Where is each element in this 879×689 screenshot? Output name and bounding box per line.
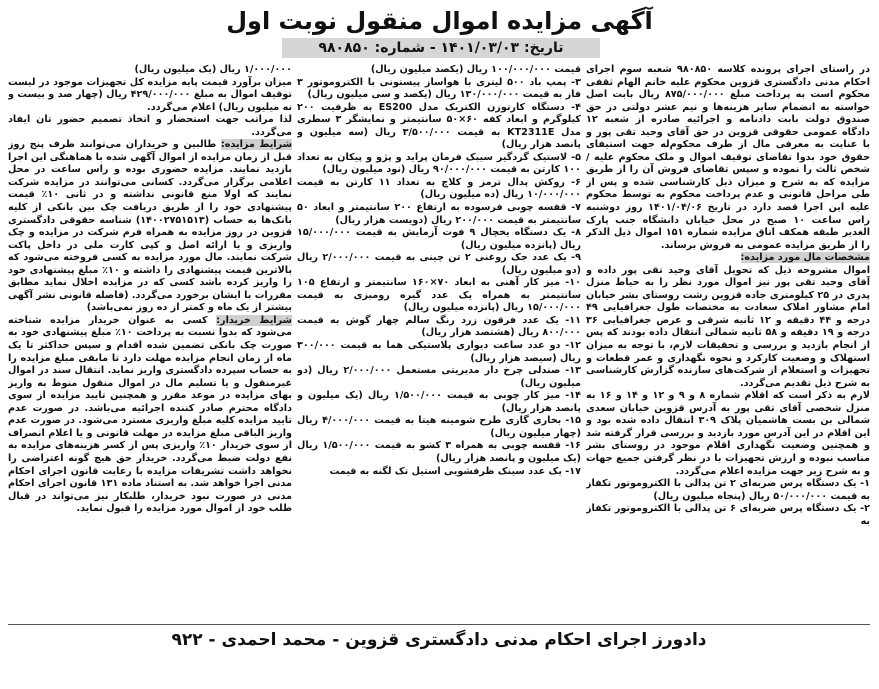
total-estimate-paragraph: میزان برآورد قیمت پایه مزایده کل تجهیزات موجود در لیست توقیف اموال به مبلغ ۴۲۹/۰۰۰/۰۰۰ ریال (چهار صد و بیست و نه میلیون ریال) اعلام می‌گردد. bbox=[8, 76, 292, 113]
list-item: ۱۰- میز کار آهنی به ابعاد ۷۰×۱۶۰ سانتیمتر و ارتفاع ۱۰۵ سانتیمتر به همراه یک عدد گیره رومیزی به قیمت ۱۵/۰۰۰/۰۰۰ ریال (پانزده میلیون ریال) bbox=[297, 277, 581, 314]
list-item: ۸- یک دستگاه یخچال ۹ فوت آزمایش به قیمت ۱۵/۰۰۰/۰۰۰ ریال (پانزده میلیون ریال) bbox=[297, 227, 581, 251]
list-item: قیمت ۱۰۰/۰۰۰/۰۰۰ ریال (یکصد میلیون ریال) bbox=[370, 64, 581, 75]
list-item: ۹- یک عدد جک روغنی ۲ تن چینی به قیمت ۲/۰۰۰/۰۰۰ ریال (دو میلیون ریال) bbox=[297, 252, 581, 276]
list-item: ۶- روکش پدال ترمز و کلاچ به تعداد ۱۱ کارتن به قیمت ۱۰/۰۰۰/۰۰۰ ریال (ده میلیون ریال) bbox=[297, 176, 581, 201]
signature-footer: دادورز اجرای احکام مدنی دادگستری قزوین - محمد احمدی - ۹۲۲ bbox=[8, 624, 870, 655]
price-line: ۱/۰۰۰/۰۰۰ ریال (یک میلیون ریال) bbox=[134, 64, 292, 75]
notice-date-number: تاریخ: ۱۴۰۱/۰۳/۰۳ - شماره: ۹۸۰۸۵۰ bbox=[282, 38, 600, 58]
list-item: ۳- پمپ باد ۵۰۰ لیتری با هواساز پیستونی با الکتروموتور ۳ فاز به قیمت ۱۳۰/۰۰۰/۰۰۰ ریال (یکصد و سی میلیون ریال) bbox=[297, 76, 581, 101]
list-item: ۱۶- قفسه چوبی به همراه ۳ کشو به قیمت ۱/۵۰۰/۰۰۰ ریال (یک میلیون و پانصد هزار ریال) bbox=[297, 440, 581, 464]
buyer-terms-text: کسی به عنوان خریدار مزایده شناخته می‌شود که بدوا نسبت به پرداخت ۱۰٪ مبلغ پیشنهادی خود به صورت چک بانکی تضمین شده اقدام و سپس حداکثر تا یک ماه از زمان انجام مزایده مهلت دارد تا مابقی مبلغ مزایده را به حساب سپرده دادگستری واریز نماید. انتقال سند در اموال غیرمنقول و یا تسلیم مال در اموال منقول منوط به واریز بهای مزایده در موعد مقرر و همچنین تایید مزایده از سوی دادگاه محترم صادر کننده اجرائیه می‌باشد. در صورت عدم تایید مزایده کلیه مبلغ واریزی مسترد می‌شود. در صورت عدم واریز الباقی مبلغ مزایده در مهلت قانونی و یا اعلام انصراف از سوی خریدار ۱۰٪ واریزی پس از کسر هزینه‌های مزایده به نفع دولت ضبط می‌گردد. خریدار حق هیچ گونه اعتراضی را نخواهد داشت تشریفات مزایده با رعایت قانون اجرای احکام مدنی اجرا خواهد شد. به استناد ماده ۱۳۱ قانون اجرای احکام مدنی در صورت نبود خریدار، طلبکار نیز می‌تواند در قبال طلب خود از اموال مورد مزایده را قبول نماید. bbox=[8, 314, 292, 515]
column-middle bbox=[297, 64, 581, 622]
list-item: ۱- یک دستگاه پرس ضربه‌ای ۲ تن پدالی با الکتروموتور تکفاز به قیمت ۵۰/۰۰۰/۰۰۰ ریال (پنجاه میلیون ریال) bbox=[586, 478, 870, 502]
auction-terms-heading: شرایط مزایده: bbox=[220, 139, 292, 151]
list-item: ۱۷- یک عدد سینک ظرفشویی استیل تک لگنه به قیمت bbox=[329, 465, 581, 477]
list-item: ۱۲- دو عدد ساعت دیواری پلاستیکی هما به قیمت ۳۰۰/۰۰۰ ریال (سیصد هزار ریال) bbox=[297, 340, 581, 364]
list-item: ۱۱- یک عدد فرقون زرد رنگ سالم چهار گوش به قیمت ۸۰۰/۰۰۰ ریال (هشتصد هزار ریال) bbox=[297, 314, 581, 339]
list-item: ۴- دستگاه کارتوزن الکتریک مدل ES200 به ظرفیت ۲۰۰ کیلوگرم و ابعاد کفه ۶۰×۵۰ سانتیمتر و نمایشگر ۳ سطری مدل KT2311E به قیمت ۳/۵۰۰/۰۰۰ ریال (سه میلیون و پانصد هزار ریال) bbox=[297, 101, 581, 151]
spec-paragraph: اموال مشروحه ذیل که تحویل آقای وحید تقی پور داده و آقای وحید تقی پور نیز اموال مورد نظر را به حیاط منزل پدری در ۲۵ کیلومتری جاده قزوین رشت روستای بشر خیابان امام مشاور املاک سعادت به مختصات طول جغرافیایی ۴۹ درجه و ۴۴ دقیقه و ۱۲ ثانیه شرقی و عرض جغرافیایی ۳۶ درجه و ۱۹ دقیقه و ۵۸ ثانیه شمالی انتقال داده بودند که پس از انجام بازدید و بررسی و تحقیقات لازم، با توجه به میزان استهلاک و وضعیت کارکرد و نحوه نگهداری و عمر قطعات و تجهیزات و استعلام از شرکت‌های سازنده گزارش کارشناسی به شرح ذیل تقدیم می‌گردد. bbox=[586, 264, 870, 389]
spec-paragraph-2: لازم به ذکر است که اقلام شماره ۸ و ۹ و ۱۲ و ۱۴ و ۱۶ به منزل شخصی آقای تقی پور به آدرس قزوین خیابان سعدی شمالی بن بست هاشمیان پلاک ۳۰۹ انتقال داده شده بود و این اقلام در این آدرس مورد بازدید و بررسی قرار گرفته شد و همچنین وضعیت نگهداری اقلام موجود در روستای بشر مناسب نبوده و ارزش تجهیزات با در نظر گرفتن جمیع جهات و به شرح زیر جهت مزایده اعلام می‌گردد. bbox=[586, 390, 870, 477]
buyer-terms-heading: شرایط خریدار: bbox=[216, 314, 292, 326]
list-item: ۲- یک دستگاه پرس ضربه‌ای ۶ تن پدالی با الکتروموتور تکفاز به bbox=[586, 503, 870, 527]
list-item: ۱۳- صندلی چرخ دار مدیریتی مستعمل ۲/۰۰۰/۰۰۰ ریال (دو میلیون ریال) bbox=[297, 365, 581, 389]
column-right bbox=[586, 64, 870, 622]
list-item: ۱۴- میز کار چوبی به قیمت ۱/۵۰۰/۰۰۰ ریال (یک میلیون و پانصد هزار ریال) bbox=[297, 390, 581, 414]
list-item: ۵- لاستیک گردگیر سیبک فرمان پراید و پژو و پیکان به تعداد ۱۰۰ کارتن به قیمت ۹۰/۰۰۰/۰۰۰ ریال (نود میلیون ریال) bbox=[297, 151, 581, 176]
notice-title: آگهی مزایده اموال منقول نوبت اول bbox=[226, 7, 653, 35]
list-item: ۱۵- بخاری گازی طرح شومینه هیتا به قیمت ۴/۰۰۰/۰۰۰ ریال (چهار میلیون ریال) bbox=[297, 415, 581, 439]
intro-paragraph: در راستای اجرای پرونده کلاسه ۹۸۰۸۵۰ شعبه سوم اجرای احکام مدنی دادگستری قزوین محکوم علیه خانم الهام ثقفی محکوم است به پرداخت مبلغ ۸۷۵/۰۰۰/۰۰۰ ریال بابت اصل خواسته به انضمام سایر هزینه‌ها و نیم عشر دولتی در حق صندوق دولت بابت دادنامه و اجرائیه صادره از شعبه ۱۲ دادگاه عمومی حقوقی قزوین در حق آقای وحید تقی پور و با عنایت به معرفی مال از طرف محکوم‌له جهت استیفای حقوق خود بدوا تقاضای توقیف اموال و ملک محکوم علیه / شخص ثالث را نموده و سپس تقاضای فروش آن را از طریق مزایده که به شرح و میزان ذیل کارشناسی شده و پس از طی مراحل قانونی و عدم پرداخت محکوم به توسط محکوم علیه این اجرا قصد دارد در تاریخ ۱۴۰۱/۰۴/۰۶ روز دوشنبه راس ساعت ۱۰ صبح در محل خیابان دانشگاه جنب پارک الغدیر طبقه همکف اتاق مزایده شماره ۱۵۱ اموال ذیل الذکر را از طریق مزایده عمومی به فروش برساند. bbox=[586, 64, 870, 251]
auction-terms-text: طالبین و خریداران می‌توانند ظرف پنج روز قبل از زمان مزایده از اموال آگهی شده با هماهنگی این اجرا بازدید نمایند. مزایده حضوری بوده و راس ساعت در محل اعلامی برگزار می‌گردد. کسانی می‌توانند در مزایده شرکت نمایند که اولا منع قانونی نداشته و در ثانی ۱۰٪ قیمت پیشنهادی خود را از طریق دریافت چک بین بانکی از کلیه بانک‌ها به حساب (۱۴۰۰۲۷۵۱۵۱۳) شناسه حقوقی دادگستری قزوین در روز مزایده به همراه فرم شرکت در مزایده و چک واریزی و یا ارائه اصل و کپی کارت ملی در داخل پاکت شرکت نمایند. مال مورد مزایده به کسی فروخته می‌شود که بالاترین قیمت پیشنهادی را داشته و ۱۰٪ مبلغ پیشنهادی خود را واریز کرده باشد کسی که در مزایده اخلال نماید مطابق مقررات با ایشان برخورد می‌گردد. (فاصله قانونی نشر آگهی بیشتر از یک ماه و کمتر از ده روز نمی‌باشد) bbox=[8, 139, 292, 314]
column-left bbox=[8, 64, 292, 622]
list-item: ۷- قفسه چوبی فرسوده به ارتفاع ۲۰۰ سانتیمتر و ابعاد ۵۰ سانتیمتر به قیمت ۲۰۰/۰۰۰ ریال (دویست هزار ریال) bbox=[297, 202, 581, 226]
notice-columns bbox=[8, 64, 870, 622]
spec-heading: مشخصات مال مورد مزایده: bbox=[740, 252, 870, 264]
notice-paragraph: لذا مراتب جهت استحضار و اتخاذ تصمیم حضور تان ایفاد می‌گردد. bbox=[8, 114, 292, 138]
